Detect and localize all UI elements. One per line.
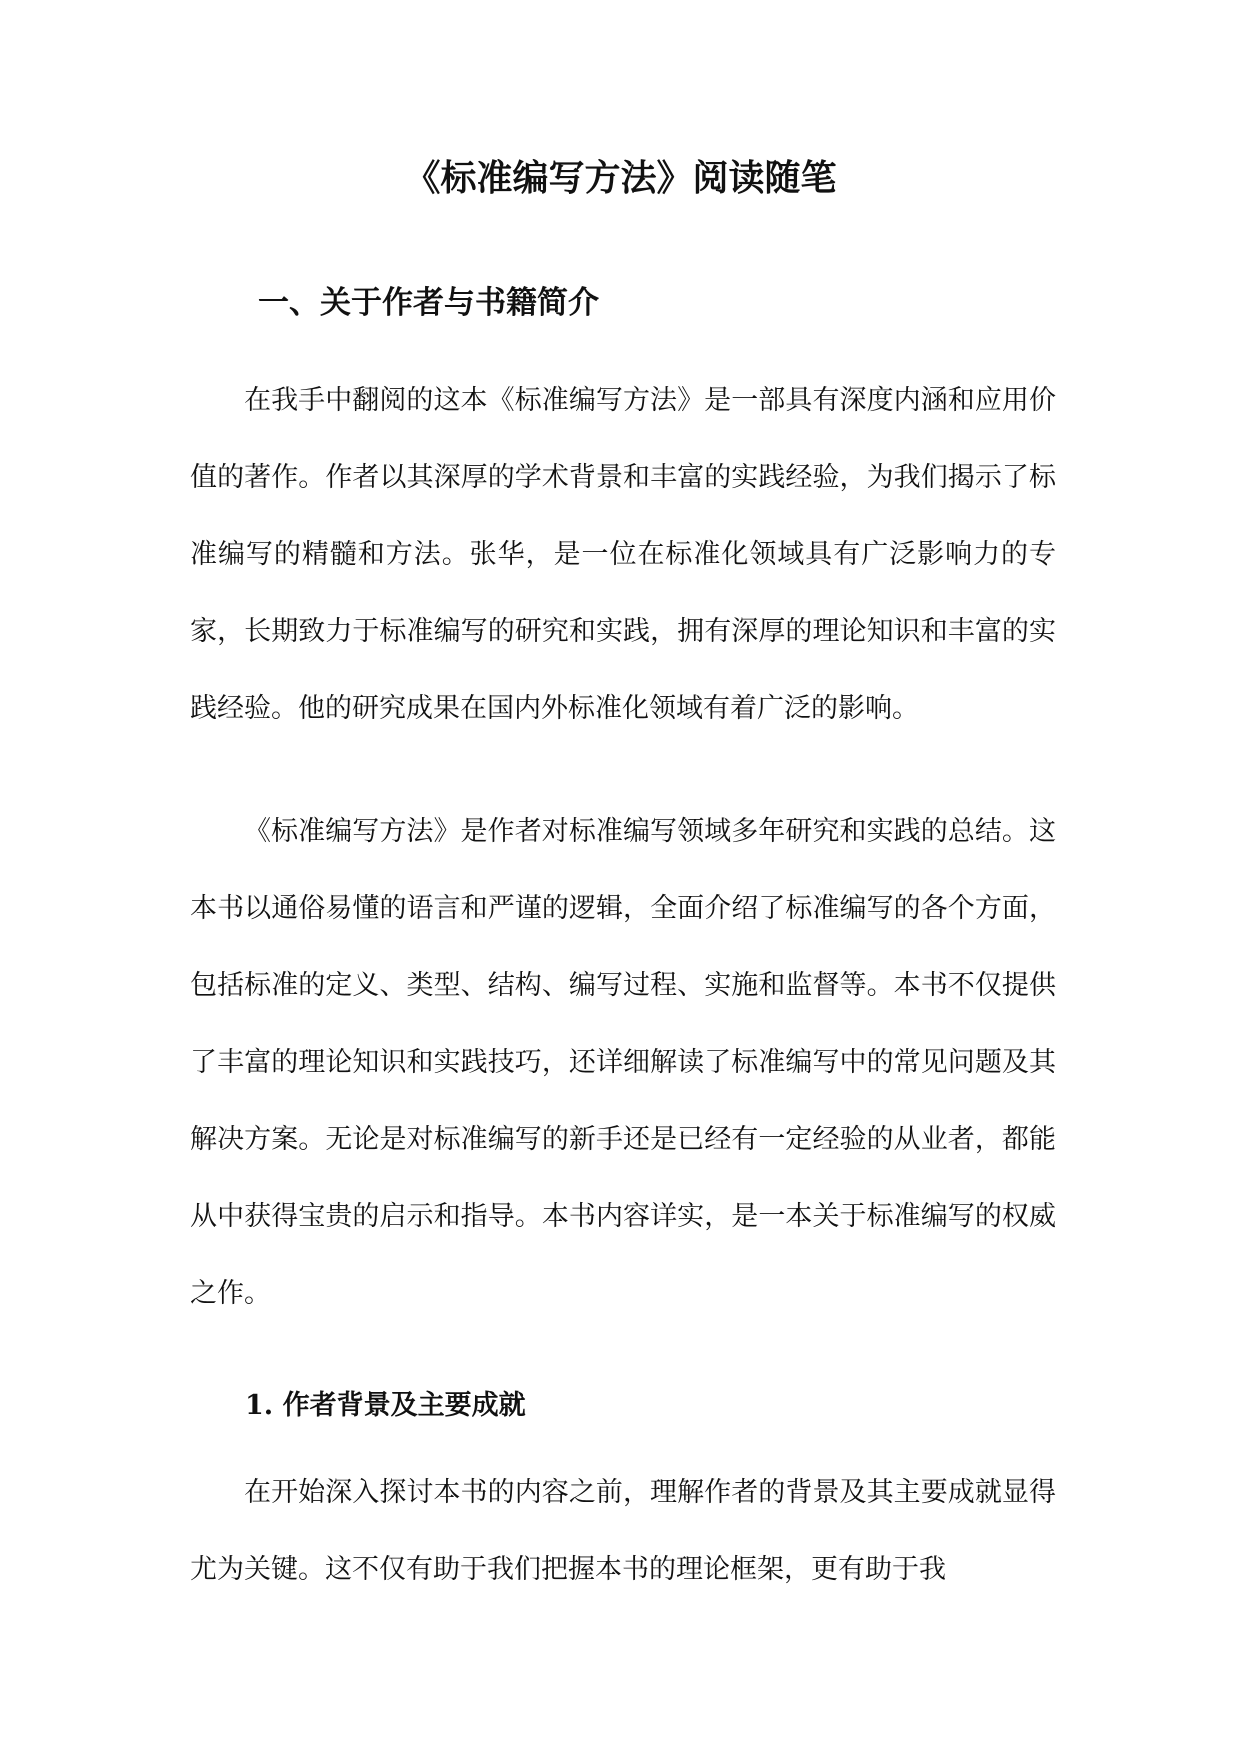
document-title: 《标准编写方法》阅读随笔 <box>404 157 837 199</box>
body-paragraph: 《标准编写方法》是作者对标准编写领域多年研究和实践的总结。这本书以通俗易懂的语言和严谨的逻辑，全面介绍了标准编写的各个方面，包括标准的定义、类型、结构、编写过程、实施和监督等。本书不仅提供了丰富的理论知识和实践技巧，还详细解读了标准编写中的常见问题及其解决方案。无论是对标准编写的新手还是已经有一定经验的从业者，都能从中获得宝贵的启示和指导。本书内容详实，是一本关于标准编写的权威之作。 <box>190 816 1056 1309</box>
body-paragraph: 在开始深入探讨本书的内容之前，理解作者的背景及其主要成就显得尤为关键。这不仅有助于我们把握本书的理论框架，更有助于我 <box>190 1477 1056 1585</box>
body-paragraph: 在我手中翻阅的这本《标准编写方法》是一部具有深度内涵和应用价值的著作。作者以其深厚的学术背景和丰富的实践经验，为我们揭示了标准编写的精髓和方法。张华，是一位在标准化领域具有广泛影响力的专家，长期致力于标准编写的研究和实践，拥有深厚的理论知识和丰富的实践经验。他的研究成果在国内外标准化领域有着广泛的影响。 <box>190 385 1056 724</box>
subsection-heading: 1. 作者背景及主要成就 <box>245 1390 526 1421</box>
section-heading: 一、关于作者与书籍简介 <box>258 285 599 321</box>
